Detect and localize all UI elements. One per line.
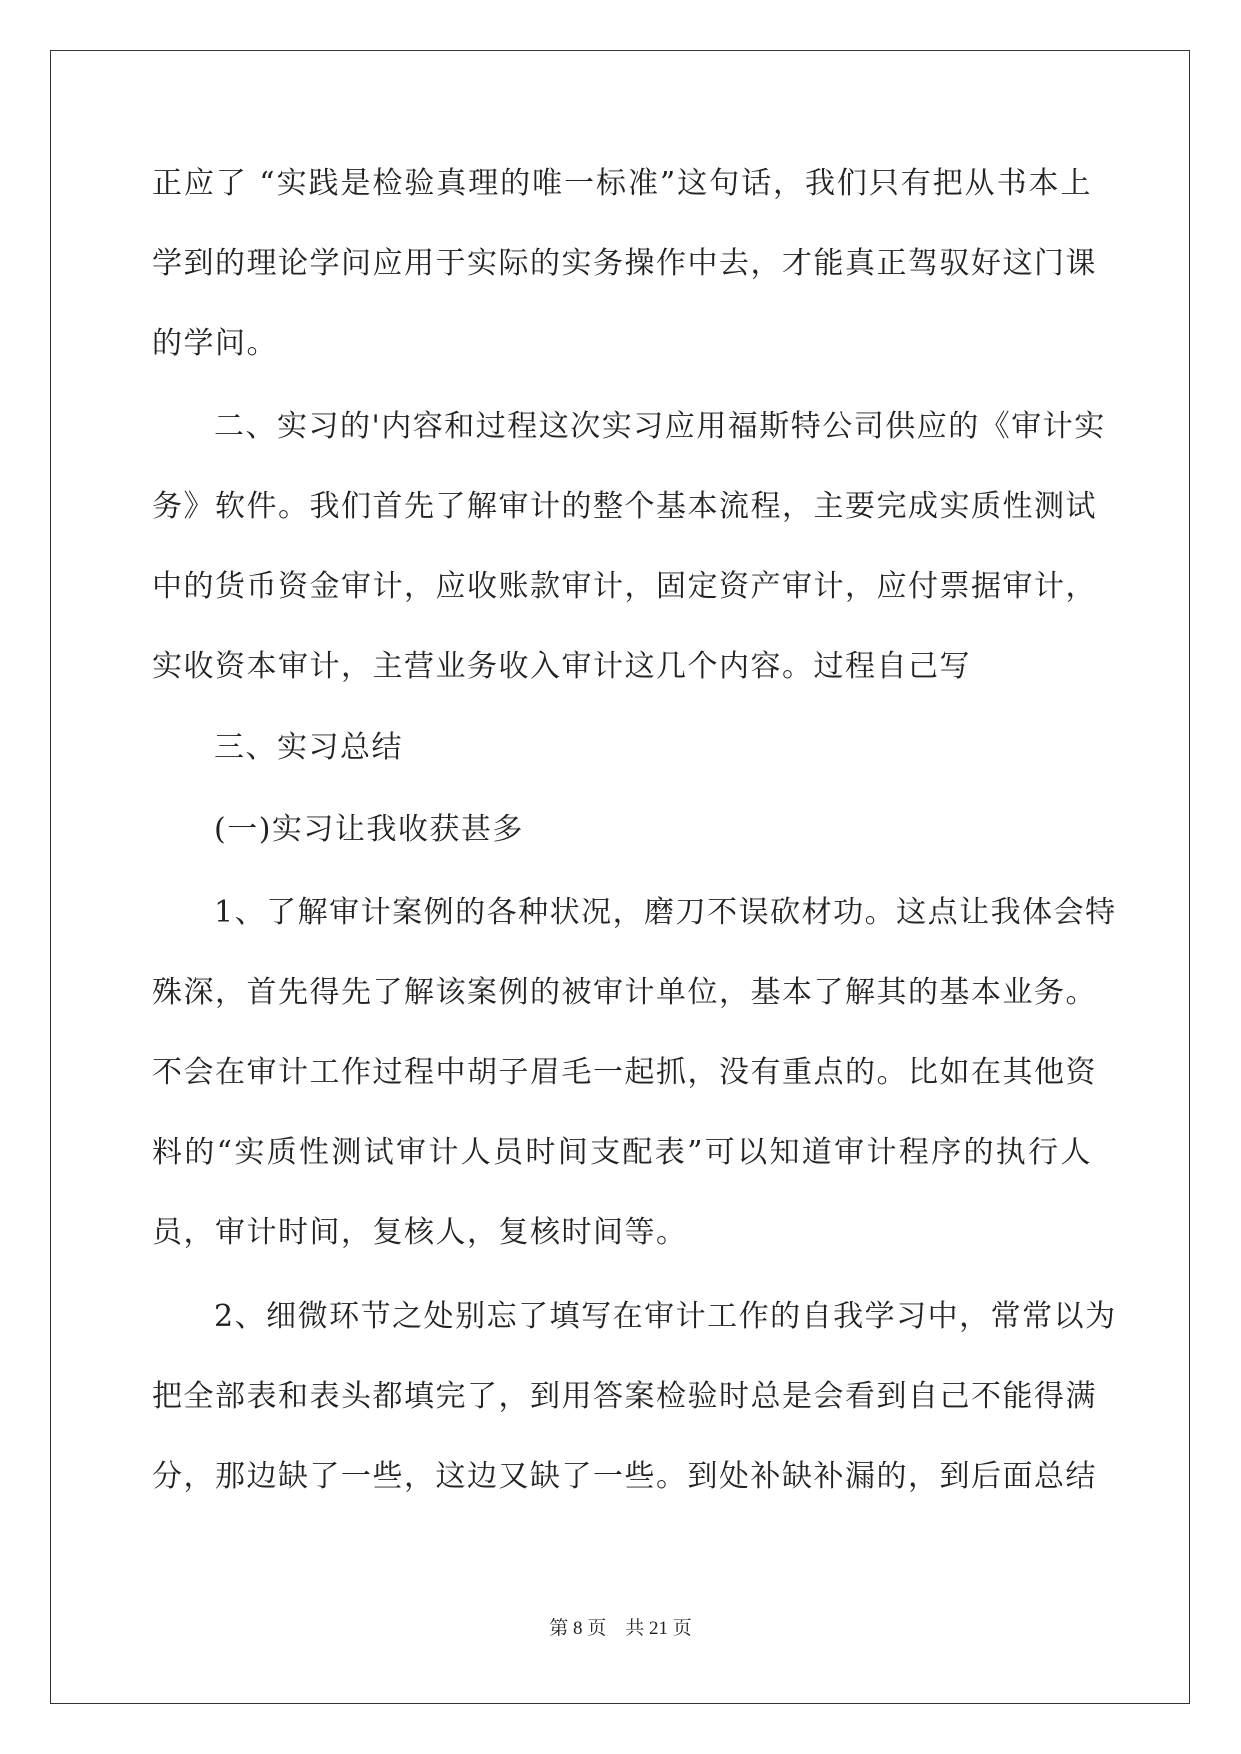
page-total: 共 21 页 [625,1618,692,1639]
text-line: 不会在审计工作过程中胡子眉毛一起抓，没有重点的。比如在其他资 [152,1055,1097,1090]
text-line: 务》软件。我们首先了解审计的整个基本流程，主要完成实质性测试 [152,489,1097,524]
text-line: 殊深，首先得先了解该案例的被审计单位，基本了解其的基本业务。 [152,975,1097,1010]
text-line: 2、细微环节之处别忘了填写在审计工作的自我学习中，常常以为 [214,1299,1117,1334]
subsection-heading: (一)实习让我收获甚多 [214,812,524,847]
text-line: 中的货币资金审计，应收账款审计，固定资产审计，应付票据审计， [152,569,1097,604]
text-line: 分，那边缺了一些，这边又缺了一些。到处补缺补漏的，到后面总结 [152,1459,1097,1494]
text-line: 把全部表和表头都填完了，到用答案检验时总是会看到自己不能得满 [152,1379,1097,1414]
page-border [50,50,1190,1704]
text-line: 料的“实质性测试审计人员时间支配表”可以知道审计程序的执行人 [152,1135,1092,1170]
text-line: 员，审计时间，复核人，复核时间等。 [152,1215,688,1250]
text-line: 二、实习的'内容和过程这次实习应用福斯特公司供应的《审计实 [214,409,1106,444]
text-line: 实收资本审计，主营业务收入审计这几个内容。过程自己写 [152,649,971,684]
section-heading: 三、实习总结 [214,730,403,765]
text-line: 正应了 “实践是检验真理的唯一标准”这句话，我们只有把从书本上 [152,166,1092,201]
text-line: 1、了解审计案例的各种状况，磨刀不误砍材功。这点让我体会特 [214,895,1117,930]
text-line: 学到的理论学问应用于实际的实务操作中去，才能真正驾驭好这门课 [152,246,1097,281]
text-line: 的学问。 [152,326,278,361]
page-footer [0,1617,1241,1641]
footer-gap [606,1618,625,1639]
page-number: 第 8 页 [549,1618,607,1639]
